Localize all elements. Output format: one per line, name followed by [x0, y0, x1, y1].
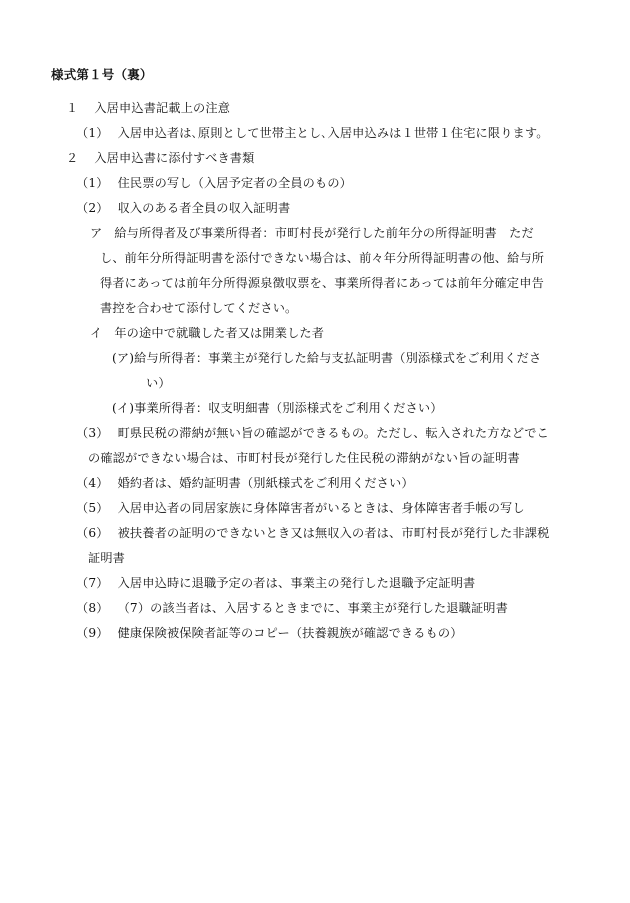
- sub-item-a: [90, 225, 534, 241]
- sub-item-text-line: 得者にあっては前年分所得源泉徴収票を、事業所得者にあっては前年分確定申告: [100, 276, 544, 290]
- section-heading: 入居申込書記載上の注意: [94, 101, 231, 115]
- item-text: 収入のある者全員の収入証明書: [117, 201, 291, 215]
- item-text-line: 証明書: [88, 551, 126, 565]
- list-item: [76, 525, 549, 541]
- item-text: 被扶養者の証明のできないとき又は無収入の者は、市町村長が発行した非課税: [117, 526, 550, 540]
- section-2-heading-line: [66, 150, 255, 166]
- item-text: （7）の該当者は、入居するときまでに、事業主が発行した退職証明書: [117, 601, 508, 615]
- item-text: 健康保険被保険者証等のコピー（扶養親族が確認できるもの）: [117, 626, 463, 640]
- section-number: １: [66, 101, 79, 115]
- list-item: [76, 125, 549, 141]
- sub-item-label: イ: [90, 326, 103, 340]
- sub-sub-item-label: (イ): [112, 401, 135, 415]
- sub-item-text-line: し、前年分所得証明書を添付できない場合は、前々年分所得証明書の他、給与所: [100, 251, 545, 265]
- sub-sub-item-label: (ア): [112, 351, 135, 365]
- item-text-line: の確認ができない場合は、市町村長が発行した住民税の滞納がない旨の証明書: [88, 451, 520, 465]
- sub-sub-item-text: 給与所得者：事業主が発行した給与支払証明書（別添様式をご利用くださ: [134, 351, 542, 365]
- sub-sub-item-i: [112, 400, 443, 416]
- item-number: （1）: [76, 126, 109, 140]
- item-number: （9）: [76, 626, 109, 640]
- item-text: 町県民税の滞納が無い旨の確認ができるもの。ただし、転入された方などでこ: [117, 426, 549, 440]
- sub-item-text: 年の途中で就職した者又は開業した者: [114, 326, 325, 340]
- list-item: [76, 625, 463, 641]
- item-number: （4）: [76, 476, 109, 490]
- document-title: 様式第１号（裏）: [51, 67, 153, 82]
- section-number: ２: [66, 151, 79, 165]
- sub-item-text-line: 書控を合わせて添付してください。: [100, 301, 298, 315]
- sub-sub-item-text: 事業所得者：収支明細書（別添様式をご利用ください）: [134, 401, 443, 415]
- sub-item-label: ア: [90, 226, 103, 240]
- list-item: [76, 425, 549, 441]
- section-heading: 入居申込書に添付すべき書類: [94, 151, 255, 165]
- list-item: [76, 475, 414, 491]
- list-item: [76, 575, 475, 591]
- item-number: （5）: [76, 501, 109, 515]
- item-number: （3）: [76, 426, 109, 440]
- sub-sub-item-a: [112, 350, 541, 366]
- section-1-heading-line: [66, 100, 230, 116]
- sub-sub-item-text-line: い）: [146, 376, 171, 390]
- item-text: 入居申込者は､原則として世帯主とし､入居申込みは１世帯１住宅に限ります。: [117, 126, 549, 140]
- sub-item-i: [90, 325, 324, 341]
- item-number: （6）: [76, 526, 109, 540]
- item-text: 入居申込者の同居家族に身体障害者がいるときは、身体障害者手帳の写し: [117, 501, 525, 515]
- list-item: [76, 175, 352, 191]
- list-item: [76, 600, 508, 616]
- item-number: （1）: [76, 176, 109, 190]
- item-number: （7）: [76, 576, 109, 590]
- list-item: [76, 500, 525, 516]
- item-text: 入居申込時に退職予定の者は、事業主の発行した退職予定証明書: [117, 576, 476, 590]
- list-item: [76, 200, 290, 216]
- item-text: 住民票の写し（入居予定者の全員のもの）: [117, 176, 353, 190]
- sub-item-text: 給与所得者及び事業所得者：市町村長が発行した前年分の所得証明書 ただ: [114, 226, 534, 240]
- item-number: （8）: [76, 601, 109, 615]
- item-text: 婚約者は、婚約証明書（別紙様式をご利用ください）: [117, 476, 414, 490]
- item-number: （2）: [76, 201, 109, 215]
